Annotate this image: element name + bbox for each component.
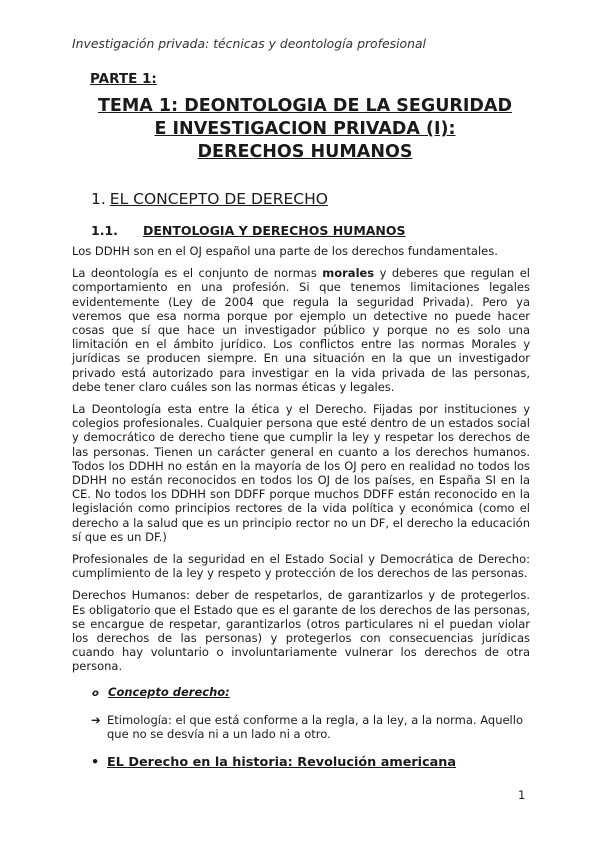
paragraph-text: y deberes que regulan el comportamiento en una profesión. Si que tenemos limitaciones legales evidentemente (Ley de 2004 que regula la seguridad Privada). Pero ya veremos que esa norma porque por ejemplo un detective no puede hacer cosas que sí que hace un investigador público y porque no es solo una limitación en el ámbito jurídico. Los conflictos entre las normas Morales y jurídicas se producen siempre. En una situación en la que un investigador privado está autorizado para investigar en la vida privada de las personas, debe tener claro cuáles son las normas éticas y legales. — [72, 266, 531, 394]
running-header: Investigación privada: técnicas y deontología profesional — [72, 36, 426, 51]
topic-title-line: TEMA 1: DEONTOLOGIA DE LA SEGURIDAD — [97, 96, 513, 116]
bold-term: morales — [322, 266, 375, 281]
topic-title — [85, 95, 525, 164]
paragraph — [72, 266, 530, 394]
subsection-title: DENTOLOGIA Y DERECHOS HUMANOS — [143, 223, 406, 238]
list-item-historia — [91, 755, 456, 770]
list-item-label: EL Derecho en la historia: Revolución americana — [107, 755, 457, 770]
paragraph: La Deontología esta entre la ética y el Derecho. Fijadas por instituciones y colegios profesionales. Cualquier persona que esté dentro de un estados social y democrático de derecho tiene que cumplir la ley y respetar los derechos de las personas. Tienen un carácter general en cuanto a los derechos humanos. Todos los DDHH no están en la mayoría de los OJ pero en realidad no todos los DDHH no están reconocidos en todos los OJ de los países, en España SI en la CE. No todos los DDHH son DDFF porque muchos DDFF están reconocido en la legislación como principios rectores de la vida política y económica (como el derecho a la salud que es un principio rector no un DF, el derecho la educación sí que es un DF.) — [72, 402, 530, 544]
paragraph: Profesionales de la seguridad en el Estado Social y Democrática de Derecho: cumplimiento de la ley y respeto y protección de los derechos de las personas. — [72, 552, 530, 581]
paragraph: Derechos Humanos: deber de respetarlos, de garantizarlos y de protegerlos. Es obligatorio que el Estado que es el garante de los derechos de las personas, se encargue de respetar, garantizarlos (otros particulares ni el puedan violar los derechos de las personas) y protegerlos con consecuencias jurídicas cuando hay voluntario o involuntariamente vulnerar los derechos de otra persona. — [72, 588, 530, 674]
body-text — [72, 244, 530, 682]
list-item-label: Etimología: el que está conforme a la regla, a la ley, a la norma. Aquello que no se desvía ni a un lado ni a otro. — [107, 713, 523, 742]
subsection-heading — [91, 223, 406, 238]
list-item-etimologia — [91, 713, 531, 741]
paragraph-text: La deontología es el conjunto de normas — [72, 266, 323, 281]
subsection-number: 1.1. — [91, 223, 118, 238]
topic-title-line: E INVESTIGACION PRIVADA (I): — [154, 119, 456, 139]
list-item-label: Concepto derecho: — [108, 685, 230, 699]
section-heading — [91, 190, 328, 208]
circle-bullet-icon: o — [92, 688, 99, 699]
dot-bullet-icon: • — [91, 755, 100, 770]
section-number: 1. — [91, 190, 106, 208]
list-item-concepto — [92, 685, 230, 699]
section-title: EL CONCEPTO DE DERECHO — [109, 190, 328, 208]
page-number: 1 — [518, 788, 526, 802]
arrow-right-icon: ➔ — [91, 713, 101, 727]
paragraph: Los DDHH son en el OJ español una parte de los derechos fundamentales. — [72, 244, 498, 258]
part-heading: PARTE 1: — [90, 71, 157, 87]
topic-title-line: DERECHOS HUMANOS — [197, 142, 413, 162]
